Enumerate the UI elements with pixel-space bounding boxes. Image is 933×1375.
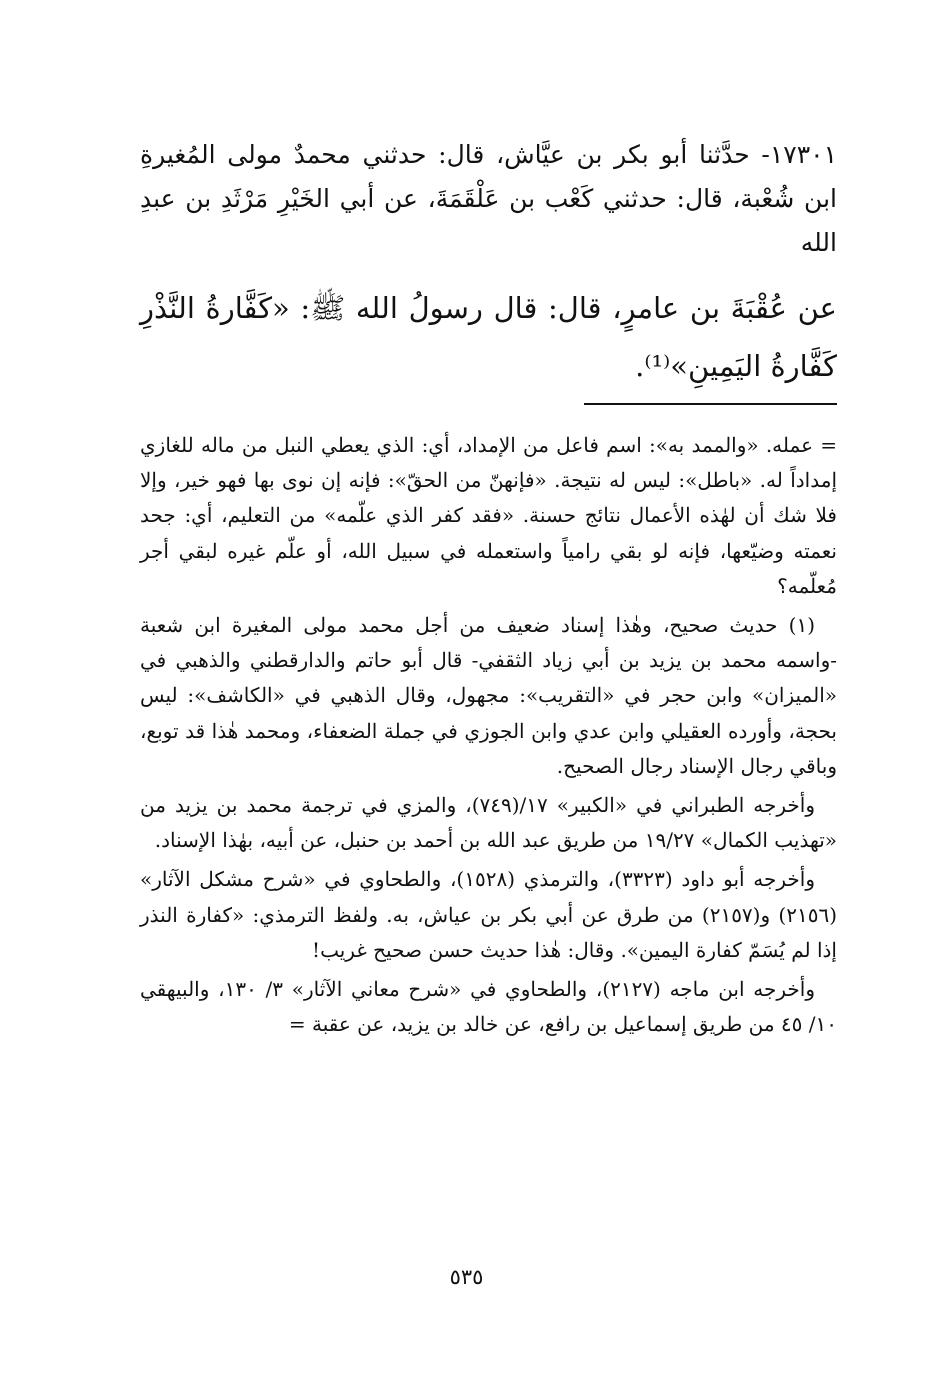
footnote-1-abu-dawud: وأخرجه أبو داود (٣٣٢٣)، والترمذي (١٥٢٨)، والطحاوي في «شرح مشكل الآثار» (٢١٥٦) و(٢١٥٧) من طرق عن أبي بكر بن عياش، به. ولفظ الترمذي: «كفارة النذر إذا لم يُسَمّ كفارة اليمين». وقال: هٰذا حديث حسن صحيح غريب! (140, 867, 837, 962)
footnote-1-ibn-majah: وأخرجه ابن ماجه (٢١٢٧)، والطحاوي في «شرح معاني الآثار» ٣/ ١٣٠، والبيهقي ١٠/ ٤٥ من طريق إسماعيل بن رافع، عن خالد بن يزيد، عن عقبة = (140, 977, 837, 1037)
hadith-matn: عن عُقْبَةَ بن عامرٍ، قال: قال رسولُ الله ﷺ: «كَفَّارةُ النَّذْرِ كَفَّارةُ اليَمِينِ»⁽¹⁾. (140, 291, 837, 383)
footnote-1-tabarani: وأخرجه الطبراني في «الكبير» ١٧/(٧٤٩)، والمزي في ترجمة محمد بن يزيد من «تهذيب الكمال» ١٩/٢٧ من طريق عبد الله بن أحمد بن حنبل، عن أبيه، بهٰذا الإسناد. (140, 793, 837, 853)
hadith-isnad: ١٧٣٠١- حدَّثنا أبو بكر بن عيَّاش، قال: حدثني محمدٌ مولى المُغيرةِ ابن شُعْبة، قال: حدثني كَعْب بن عَلْقَمَةَ، عن أبي الخَيْرِ مَرْثَدِ بن عبدِ الله (140, 140, 837, 257)
footnote-separator (584, 403, 837, 405)
footnote-continuation: = عمله. «والممد به»: اسم فاعل من الإمداد، أي: الذي يعطي النبل من ماله للغازي إمداداً له. «باطل»: ليس له نتيجة. «فإنهنّ من الحقّ»: فإنه إن نوى بها فهو خير، وإلا فلا شك أن لهٰذه الأعمال نتائج حسنة. «فقد كفر الذي علّمه» من التعليم، أي: جحد نعمته وضيّعها، فإنه لو بقي رامياً واستعمله في سبيل الله، أو علّم غيره لبقي أجر مُعلّمه؟ (140, 433, 837, 598)
footnote-1-grading: (١) حديث صحيح، وهٰذا إسناد ضعيف من أجل محمد مولى المغيرة ابن شعبة -واسمه محمد بن يزيد بن أبي زياد الثقفي- قال أبو حاتم والدارقطني والذهبي في «الميزان» وابن حجر في «التقريب»: مجهول، وقال الذهبي في «الكاشف»: ليس بحجة، وأورده العقيلي وابن عدي وابن الجوزي في جملة الضعفاء، ومحمد هٰذا قد توبع، وباقي رجال الإسناد رجال الصحيح. (140, 613, 837, 778)
page-number: ٥٣٥ (449, 1265, 484, 1289)
footnotes (140, 428, 837, 1046)
